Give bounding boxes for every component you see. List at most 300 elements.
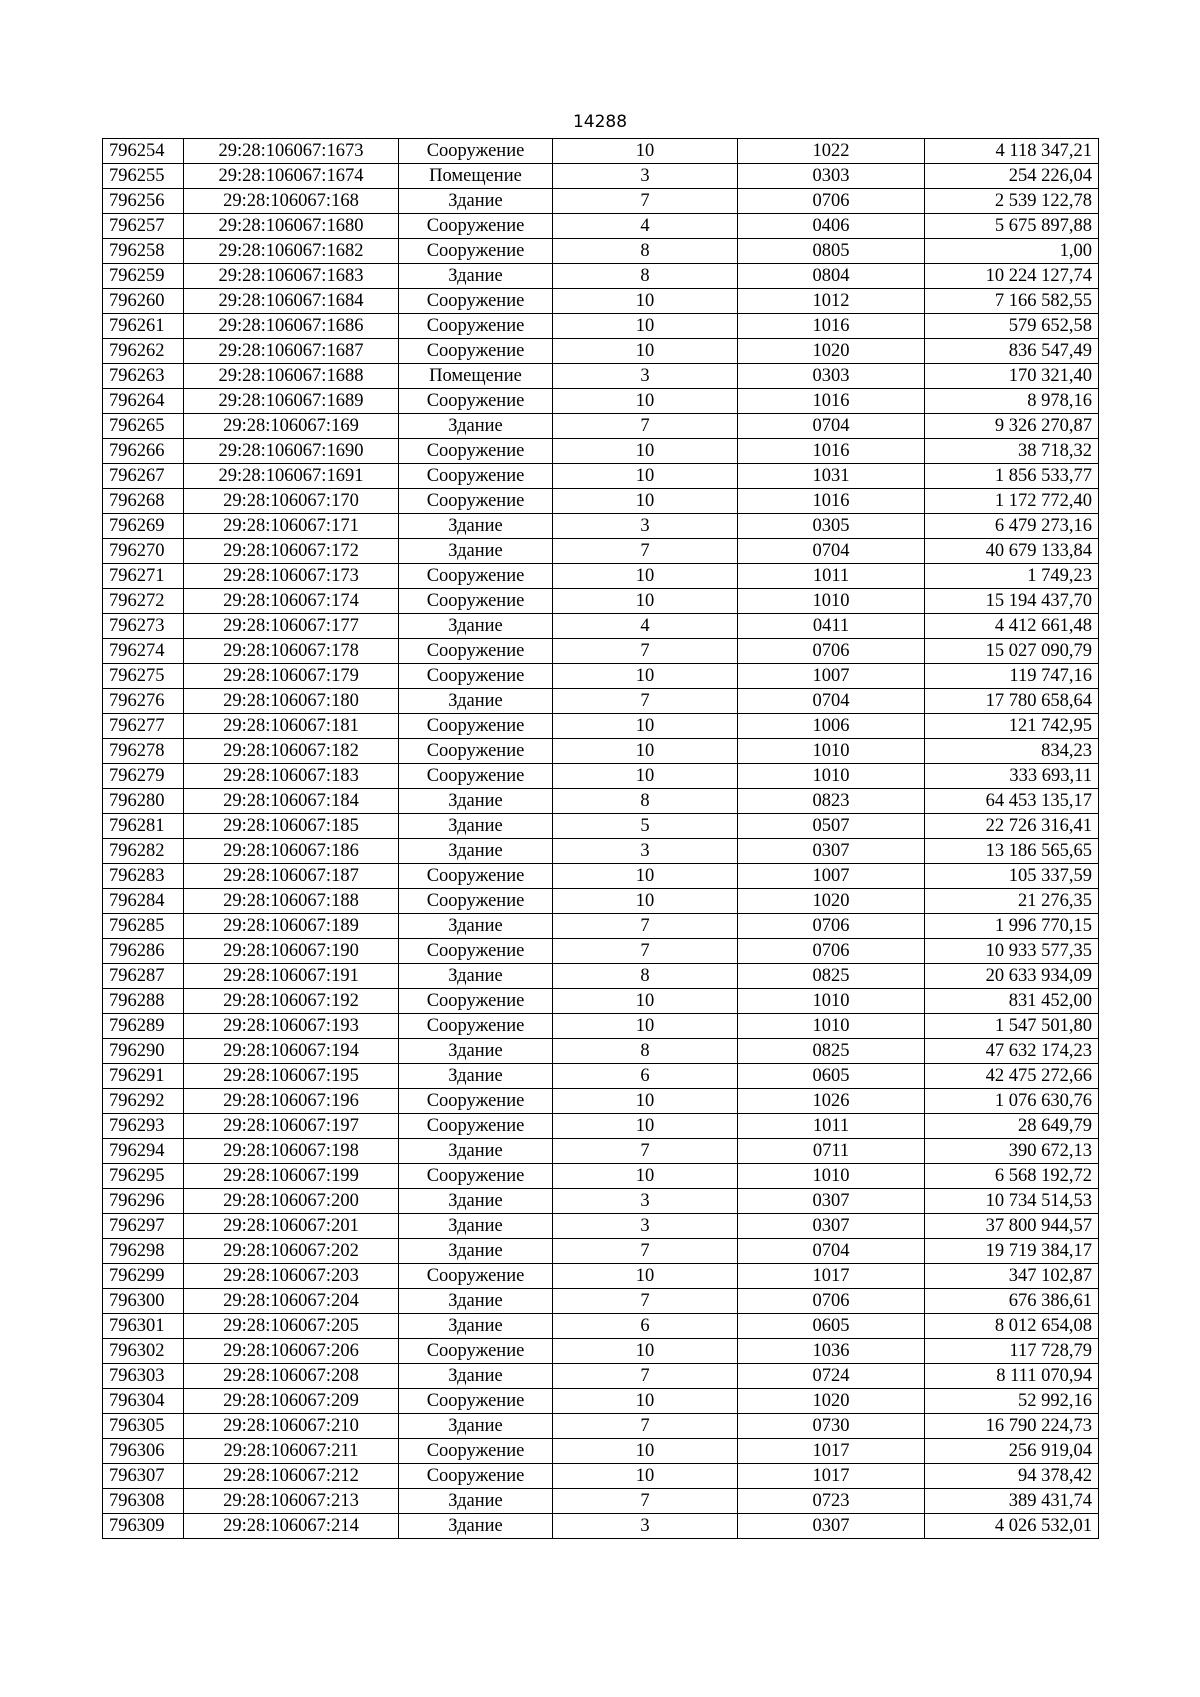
object-type-cell: Сооружение <box>399 139 553 164</box>
table-row <box>103 1064 1099 1089</box>
table-row <box>103 689 1099 714</box>
table-row <box>103 1489 1099 1514</box>
table-row <box>103 564 1099 589</box>
page-number: 14288 <box>572 112 628 132</box>
cadastral-number-cell: 29:28:106067:205 <box>184 1314 399 1339</box>
row-number-cell: 796280 <box>103 789 184 814</box>
group-cell: 10 <box>553 1114 738 1139</box>
cadastral-value-cell: 676 386,61 <box>925 1289 1099 1314</box>
row-number-cell: 796254 <box>103 139 184 164</box>
table-row <box>103 189 1099 214</box>
group-cell: 7 <box>553 414 738 439</box>
table-row <box>103 989 1099 1014</box>
group-cell: 10 <box>553 889 738 914</box>
object-type-cell: Сооружение <box>399 464 553 489</box>
object-type-cell: Сооружение <box>399 1164 553 1189</box>
cadastral-value-cell: 1 749,23 <box>925 564 1099 589</box>
subgroup-code-cell: 1016 <box>738 389 925 414</box>
subgroup-code-cell: 0605 <box>738 1064 925 1089</box>
cadastral-number-cell: 29:28:106067:178 <box>184 639 399 664</box>
cadastral-value-cell: 170 321,40 <box>925 364 1099 389</box>
cadastral-number-cell: 29:28:106067:187 <box>184 864 399 889</box>
cadastral-value-cell: 38 718,32 <box>925 439 1099 464</box>
subgroup-code-cell: 0706 <box>738 189 925 214</box>
cadastral-number-cell: 29:28:106067:1683 <box>184 264 399 289</box>
cadastral-value-cell: 16 790 224,73 <box>925 1414 1099 1439</box>
cadastral-value-cell: 831 452,00 <box>925 989 1099 1014</box>
object-type-cell: Сооружение <box>399 289 553 314</box>
cadastral-number-cell: 29:28:106067:199 <box>184 1164 399 1189</box>
object-type-cell: Сооружение <box>399 1464 553 1489</box>
group-cell: 6 <box>553 1314 738 1339</box>
table-row <box>103 1364 1099 1389</box>
table-row <box>103 1289 1099 1314</box>
object-type-cell: Сооружение <box>399 639 553 664</box>
cadastral-number-cell: 29:28:106067:195 <box>184 1064 399 1089</box>
object-type-cell: Сооружение <box>399 589 553 614</box>
object-type-cell: Сооружение <box>399 714 553 739</box>
table-row <box>103 1414 1099 1439</box>
row-number-cell: 796264 <box>103 389 184 414</box>
group-cell: 8 <box>553 789 738 814</box>
subgroup-code-cell: 1007 <box>738 664 925 689</box>
subgroup-code-cell: 0406 <box>738 214 925 239</box>
object-type-cell: Здание <box>399 414 553 439</box>
cadastral-number-cell: 29:28:106067:174 <box>184 589 399 614</box>
group-cell: 7 <box>553 1139 738 1164</box>
object-type-cell: Здание <box>399 689 553 714</box>
row-number-cell: 796277 <box>103 714 184 739</box>
group-cell: 4 <box>553 214 738 239</box>
object-type-cell: Сооружение <box>399 439 553 464</box>
cadastral-value-cell: 836 547,49 <box>925 339 1099 364</box>
row-number-cell: 796276 <box>103 689 184 714</box>
cadastral-number-cell: 29:28:106067:1687 <box>184 339 399 364</box>
table-row <box>103 789 1099 814</box>
group-cell: 10 <box>553 1389 738 1414</box>
object-type-cell: Сооружение <box>399 1439 553 1464</box>
cadastral-number-cell: 29:28:106067:193 <box>184 1014 399 1039</box>
object-type-cell: Здание <box>399 1189 553 1214</box>
cadastral-value-cell: 254 226,04 <box>925 164 1099 189</box>
object-type-cell: Здание <box>399 839 553 864</box>
object-type-cell: Сооружение <box>399 1339 553 1364</box>
table-row <box>103 514 1099 539</box>
table-row <box>103 264 1099 289</box>
table-row <box>103 1464 1099 1489</box>
subgroup-code-cell: 1010 <box>738 1164 925 1189</box>
row-number-cell: 796270 <box>103 539 184 564</box>
object-type-cell: Сооружение <box>399 989 553 1014</box>
subgroup-code-cell: 0706 <box>738 1289 925 1314</box>
group-cell: 10 <box>553 339 738 364</box>
subgroup-code-cell: 1022 <box>738 139 925 164</box>
cadastral-value-cell: 256 919,04 <box>925 1439 1099 1464</box>
cadastral-value-cell: 6 479 273,16 <box>925 514 1099 539</box>
table-row <box>103 739 1099 764</box>
object-type-cell: Сооружение <box>399 764 553 789</box>
group-cell: 3 <box>553 364 738 389</box>
subgroup-code-cell: 1010 <box>738 764 925 789</box>
group-cell: 8 <box>553 239 738 264</box>
object-type-cell: Сооружение <box>399 939 553 964</box>
object-type-cell: Сооружение <box>399 1389 553 1414</box>
object-type-cell: Здание <box>399 1289 553 1314</box>
cadastral-value-cell: 8 111 070,94 <box>925 1364 1099 1389</box>
group-cell: 10 <box>553 564 738 589</box>
table-row <box>103 939 1099 964</box>
subgroup-code-cell: 1010 <box>738 739 925 764</box>
group-cell: 3 <box>553 1214 738 1239</box>
cadastral-number-cell: 29:28:106067:1673 <box>184 139 399 164</box>
row-number-cell: 796299 <box>103 1264 184 1289</box>
object-type-cell: Здание <box>399 539 553 564</box>
cadastral-value-cell: 4 026 532,01 <box>925 1514 1099 1539</box>
row-number-cell: 796266 <box>103 439 184 464</box>
row-number-cell: 796288 <box>103 989 184 1014</box>
object-type-cell: Сооружение <box>399 1089 553 1114</box>
group-cell: 10 <box>553 589 738 614</box>
row-number-cell: 796283 <box>103 864 184 889</box>
row-number-cell: 796260 <box>103 289 184 314</box>
cadastral-value-table <box>102 138 1099 1539</box>
table-row <box>103 439 1099 464</box>
cadastral-number-cell: 29:28:106067:209 <box>184 1389 399 1414</box>
cadastral-value-cell: 390 672,13 <box>925 1139 1099 1164</box>
subgroup-code-cell: 0704 <box>738 689 925 714</box>
cadastral-value-cell: 1 996 770,15 <box>925 914 1099 939</box>
cadastral-value-cell: 21 276,35 <box>925 889 1099 914</box>
cadastral-value-cell: 1 856 533,77 <box>925 464 1099 489</box>
cadastral-number-cell: 29:28:106067:1684 <box>184 289 399 314</box>
group-cell: 7 <box>553 539 738 564</box>
object-type-cell: Здание <box>399 1139 553 1164</box>
table-row <box>103 839 1099 864</box>
cadastral-value-cell: 19 719 384,17 <box>925 1239 1099 1264</box>
row-number-cell: 796278 <box>103 739 184 764</box>
object-type-cell: Сооружение <box>399 1114 553 1139</box>
row-number-cell: 796273 <box>103 614 184 639</box>
group-cell: 3 <box>553 839 738 864</box>
cadastral-value-cell: 1 076 630,76 <box>925 1089 1099 1114</box>
row-number-cell: 796268 <box>103 489 184 514</box>
cadastral-number-cell: 29:28:106067:186 <box>184 839 399 864</box>
object-type-cell: Сооружение <box>399 389 553 414</box>
cadastral-value-cell: 347 102,87 <box>925 1264 1099 1289</box>
table-row <box>103 889 1099 914</box>
row-number-cell: 796256 <box>103 189 184 214</box>
subgroup-code-cell: 0303 <box>738 164 925 189</box>
group-cell: 10 <box>553 1014 738 1039</box>
object-type-cell: Помещение <box>399 164 553 189</box>
group-cell: 3 <box>553 164 738 189</box>
cadastral-number-cell: 29:28:106067:190 <box>184 939 399 964</box>
object-type-cell: Здание <box>399 1239 553 1264</box>
cadastral-value-cell: 389 431,74 <box>925 1489 1099 1514</box>
row-number-cell: 796263 <box>103 364 184 389</box>
object-type-cell: Здание <box>399 789 553 814</box>
object-type-cell: Здание <box>399 1414 553 1439</box>
table-row <box>103 1389 1099 1414</box>
table-row <box>103 1114 1099 1139</box>
cadastral-value-cell: 1,00 <box>925 239 1099 264</box>
object-type-cell: Сооружение <box>399 314 553 339</box>
table-row <box>103 639 1099 664</box>
cadastral-number-cell: 29:28:106067:168 <box>184 189 399 214</box>
table-row <box>103 1214 1099 1239</box>
table-row <box>103 414 1099 439</box>
row-number-cell: 796306 <box>103 1439 184 1464</box>
object-type-cell: Здание <box>399 189 553 214</box>
subgroup-code-cell: 1012 <box>738 289 925 314</box>
table-row <box>103 339 1099 364</box>
subgroup-code-cell: 1031 <box>738 464 925 489</box>
group-cell: 5 <box>553 814 738 839</box>
cadastral-number-cell: 29:28:106067:212 <box>184 1464 399 1489</box>
table-row <box>103 1139 1099 1164</box>
cadastral-value-cell: 4 118 347,21 <box>925 139 1099 164</box>
group-cell: 10 <box>553 314 738 339</box>
subgroup-code-cell: 0706 <box>738 914 925 939</box>
table-row <box>103 364 1099 389</box>
cadastral-value-cell: 117 728,79 <box>925 1339 1099 1364</box>
table-row <box>103 1514 1099 1539</box>
table-row <box>103 464 1099 489</box>
table-row <box>103 389 1099 414</box>
row-number-cell: 796293 <box>103 1114 184 1139</box>
cadastral-value-cell: 4 412 661,48 <box>925 614 1099 639</box>
subgroup-code-cell: 0723 <box>738 1489 925 1514</box>
cadastral-value-cell: 28 649,79 <box>925 1114 1099 1139</box>
group-cell: 10 <box>553 1439 738 1464</box>
cadastral-value-cell: 15 194 437,70 <box>925 589 1099 614</box>
group-cell: 8 <box>553 1039 738 1064</box>
group-cell: 7 <box>553 1239 738 1264</box>
group-cell: 7 <box>553 1364 738 1389</box>
cadastral-value-cell: 22 726 316,41 <box>925 814 1099 839</box>
row-number-cell: 796271 <box>103 564 184 589</box>
cadastral-value-cell: 10 933 577,35 <box>925 939 1099 964</box>
cadastral-value-cell: 42 475 272,66 <box>925 1064 1099 1089</box>
table-row <box>103 1089 1099 1114</box>
cadastral-number-cell: 29:28:106067:208 <box>184 1364 399 1389</box>
cadastral-value-cell: 5 675 897,88 <box>925 214 1099 239</box>
cadastral-number-cell: 29:28:106067:189 <box>184 914 399 939</box>
subgroup-code-cell: 0730 <box>738 1414 925 1439</box>
object-type-cell: Сооружение <box>399 489 553 514</box>
object-type-cell: Здание <box>399 914 553 939</box>
cadastral-value-cell: 13 186 565,65 <box>925 839 1099 864</box>
row-number-cell: 796287 <box>103 964 184 989</box>
subgroup-code-cell: 1017 <box>738 1464 925 1489</box>
subgroup-code-cell: 0303 <box>738 364 925 389</box>
table-row <box>103 289 1099 314</box>
cadastral-value-cell: 94 378,42 <box>925 1464 1099 1489</box>
subgroup-code-cell: 1020 <box>738 1389 925 1414</box>
cadastral-number-cell: 29:28:106067:169 <box>184 414 399 439</box>
table-row <box>103 714 1099 739</box>
group-cell: 4 <box>553 614 738 639</box>
subgroup-code-cell: 0605 <box>738 1314 925 1339</box>
object-type-cell: Здание <box>399 264 553 289</box>
cadastral-number-cell: 29:28:106067:192 <box>184 989 399 1014</box>
cadastral-value-cell: 119 747,16 <box>925 664 1099 689</box>
group-cell: 3 <box>553 1189 738 1214</box>
group-cell: 7 <box>553 1289 738 1314</box>
cadastral-number-cell: 29:28:106067:1691 <box>184 464 399 489</box>
table-row <box>103 314 1099 339</box>
row-number-cell: 796308 <box>103 1489 184 1514</box>
subgroup-code-cell: 1010 <box>738 989 925 1014</box>
subgroup-code-cell: 0823 <box>738 789 925 814</box>
subgroup-code-cell: 0411 <box>738 614 925 639</box>
row-number-cell: 796285 <box>103 914 184 939</box>
group-cell: 7 <box>553 914 738 939</box>
row-number-cell: 796272 <box>103 589 184 614</box>
cadastral-number-cell: 29:28:106067:171 <box>184 514 399 539</box>
group-cell: 10 <box>553 1164 738 1189</box>
group-cell: 7 <box>553 939 738 964</box>
table-row <box>103 1164 1099 1189</box>
subgroup-code-cell: 0804 <box>738 264 925 289</box>
object-type-cell: Сооружение <box>399 889 553 914</box>
cadastral-number-cell: 29:28:106067:197 <box>184 1114 399 1139</box>
row-number-cell: 796281 <box>103 814 184 839</box>
object-type-cell: Здание <box>399 964 553 989</box>
table-body <box>103 139 1099 1539</box>
cadastral-number-cell: 29:28:106067:173 <box>184 564 399 589</box>
row-number-cell: 796305 <box>103 1414 184 1439</box>
subgroup-code-cell: 1016 <box>738 489 925 514</box>
cadastral-number-cell: 29:28:106067:177 <box>184 614 399 639</box>
cadastral-number-cell: 29:28:106067:191 <box>184 964 399 989</box>
cadastral-number-cell: 29:28:106067:198 <box>184 1139 399 1164</box>
cadastral-value-cell: 333 693,11 <box>925 764 1099 789</box>
cadastral-value-cell: 40 679 133,84 <box>925 539 1099 564</box>
subgroup-code-cell: 1010 <box>738 589 925 614</box>
table-row <box>103 764 1099 789</box>
subgroup-code-cell: 0706 <box>738 639 925 664</box>
table-row <box>103 1039 1099 1064</box>
subgroup-code-cell: 0704 <box>738 539 925 564</box>
table-row <box>103 964 1099 989</box>
row-number-cell: 796261 <box>103 314 184 339</box>
table-row <box>103 914 1099 939</box>
cadastral-number-cell: 29:28:106067:1689 <box>184 389 399 414</box>
table-row <box>103 1439 1099 1464</box>
object-type-cell: Здание <box>399 814 553 839</box>
group-cell: 10 <box>553 989 738 1014</box>
object-type-cell: Здание <box>399 1064 553 1089</box>
object-type-cell: Здание <box>399 614 553 639</box>
cadastral-number-cell: 29:28:106067:182 <box>184 739 399 764</box>
subgroup-code-cell: 1011 <box>738 1114 925 1139</box>
row-number-cell: 796289 <box>103 1014 184 1039</box>
cadastral-value-cell: 47 632 174,23 <box>925 1039 1099 1064</box>
subgroup-code-cell: 0711 <box>738 1139 925 1164</box>
row-number-cell: 796284 <box>103 889 184 914</box>
table-row <box>103 489 1099 514</box>
group-cell: 10 <box>553 864 738 889</box>
row-number-cell: 796275 <box>103 664 184 689</box>
row-number-cell: 796265 <box>103 414 184 439</box>
subgroup-code-cell: 1006 <box>738 714 925 739</box>
group-cell: 10 <box>553 139 738 164</box>
object-type-cell: Сооружение <box>399 564 553 589</box>
cadastral-number-cell: 29:28:106067:196 <box>184 1089 399 1114</box>
object-type-cell: Здание <box>399 1364 553 1389</box>
table-row <box>103 864 1099 889</box>
row-number-cell: 796267 <box>103 464 184 489</box>
cadastral-value-cell: 64 453 135,17 <box>925 789 1099 814</box>
subgroup-code-cell: 0805 <box>738 239 925 264</box>
subgroup-code-cell: 1017 <box>738 1264 925 1289</box>
cadastral-value-cell: 17 780 658,64 <box>925 689 1099 714</box>
cadastral-number-cell: 29:28:106067:210 <box>184 1414 399 1439</box>
row-number-cell: 796259 <box>103 264 184 289</box>
subgroup-code-cell: 0724 <box>738 1364 925 1389</box>
cadastral-value-cell: 2 539 122,78 <box>925 189 1099 214</box>
cadastral-number-cell: 29:28:106067:181 <box>184 714 399 739</box>
cadastral-number-cell: 29:28:106067:200 <box>184 1189 399 1214</box>
cadastral-value-cell: 1 547 501,80 <box>925 1014 1099 1039</box>
group-cell: 10 <box>553 739 738 764</box>
group-cell: 7 <box>553 1414 738 1439</box>
cadastral-value-cell: 7 166 582,55 <box>925 289 1099 314</box>
group-cell: 7 <box>553 639 738 664</box>
cadastral-number-cell: 29:28:106067:185 <box>184 814 399 839</box>
subgroup-code-cell: 1011 <box>738 564 925 589</box>
row-number-cell: 796300 <box>103 1289 184 1314</box>
cadastral-number-cell: 29:28:106067:179 <box>184 664 399 689</box>
row-number-cell: 796255 <box>103 164 184 189</box>
table-row <box>103 1189 1099 1214</box>
subgroup-code-cell: 1026 <box>738 1089 925 1114</box>
group-cell: 10 <box>553 389 738 414</box>
cadastral-number-cell: 29:28:106067:1680 <box>184 214 399 239</box>
group-cell: 10 <box>553 1339 738 1364</box>
table-row <box>103 164 1099 189</box>
cadastral-value-cell: 8 012 654,08 <box>925 1314 1099 1339</box>
row-number-cell: 796297 <box>103 1214 184 1239</box>
cadastral-value-cell: 37 800 944,57 <box>925 1214 1099 1239</box>
group-cell: 3 <box>553 514 738 539</box>
group-cell: 7 <box>553 689 738 714</box>
group-cell: 10 <box>553 1089 738 1114</box>
object-type-cell: Сооружение <box>399 214 553 239</box>
cadastral-value-cell: 121 742,95 <box>925 714 1099 739</box>
group-cell: 10 <box>553 439 738 464</box>
cadastral-value-cell: 9 326 270,87 <box>925 414 1099 439</box>
table-row <box>103 1339 1099 1364</box>
table-row <box>103 664 1099 689</box>
cadastral-number-cell: 29:28:106067:213 <box>184 1489 399 1514</box>
cadastral-number-cell: 29:28:106067:204 <box>184 1289 399 1314</box>
table-row <box>103 589 1099 614</box>
subgroup-code-cell: 0704 <box>738 1239 925 1264</box>
row-number-cell: 796292 <box>103 1089 184 1114</box>
subgroup-code-cell: 0307 <box>738 1189 925 1214</box>
table-row <box>103 1264 1099 1289</box>
cadastral-value-cell: 834,23 <box>925 739 1099 764</box>
table-row <box>103 239 1099 264</box>
cadastral-number-cell: 29:28:106067:184 <box>184 789 399 814</box>
subgroup-code-cell: 1010 <box>738 1014 925 1039</box>
subgroup-code-cell: 0305 <box>738 514 925 539</box>
table-row <box>103 139 1099 164</box>
subgroup-code-cell: 1007 <box>738 864 925 889</box>
subgroup-code-cell: 1016 <box>738 314 925 339</box>
